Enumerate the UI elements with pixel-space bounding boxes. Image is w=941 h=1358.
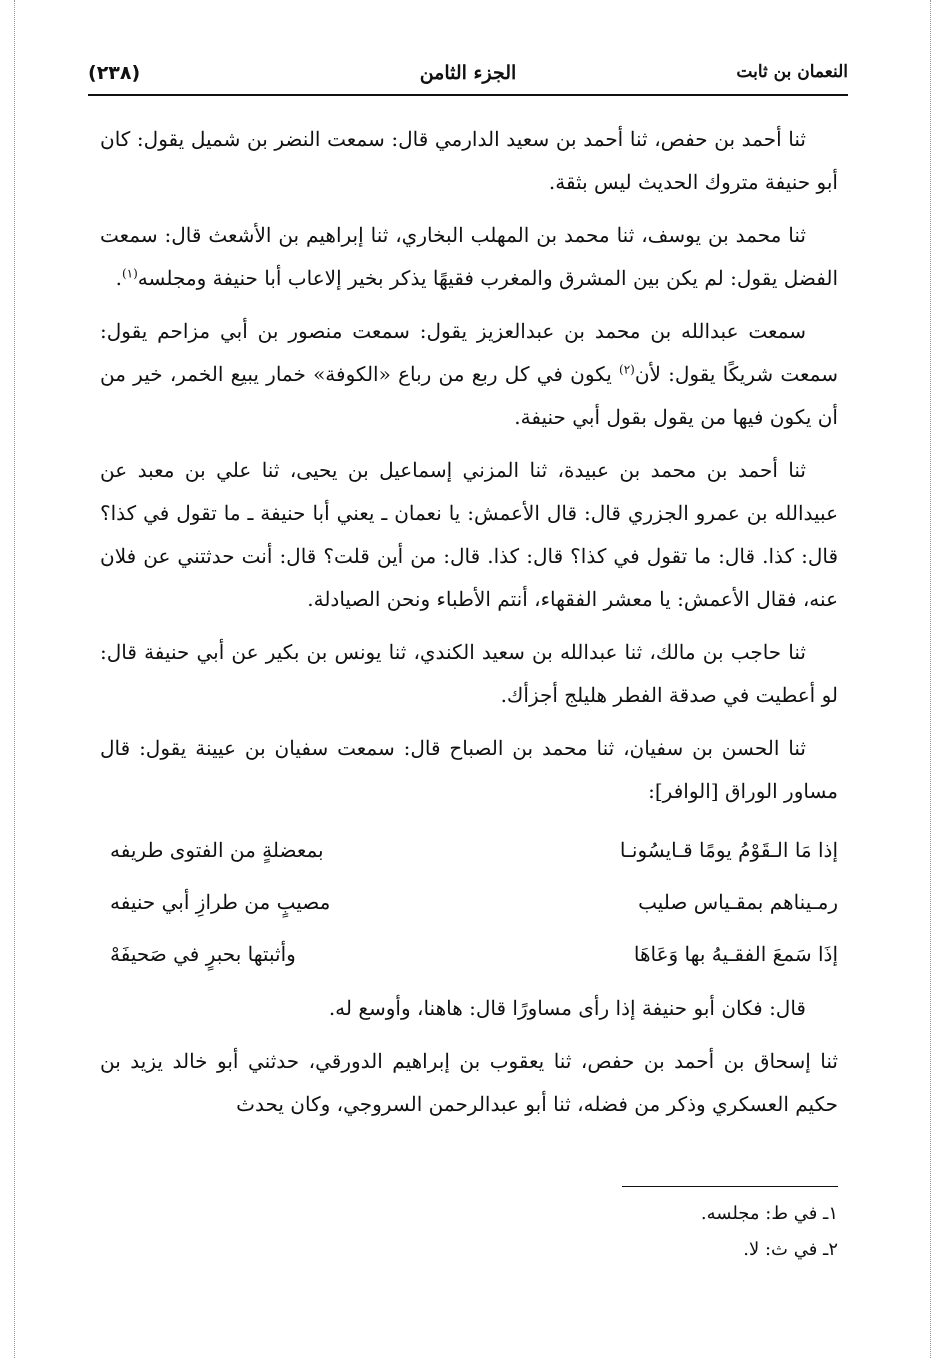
paragraph-1: ثنا أحمد بن حفص، ثنا أحمد بن سعيد الدارمي قال: سمعت النضر بن شميل يقول: كان أبو حنيفة متروك الحديث ليس بثقة. <box>100 127 838 194</box>
footnote-ref-1[interactable]: (١) <box>121 266 138 281</box>
paragraph-7: قال: فكان أبو حنيفة إذا رأى مساورًا قال: هاهنا، وأوسع له. <box>328 996 806 1020</box>
scan-edge-left <box>14 0 15 1358</box>
verse-line-1 <box>100 823 838 875</box>
footnote-1: ١ـ في ط: مجلسه. <box>700 1203 838 1224</box>
main-text <box>100 118 838 1136</box>
verse-line-3 <box>100 927 838 979</box>
header-volume: الجزء الثامن <box>419 62 517 84</box>
verse-first-hemistich: إذَا سَمعَ الفقـيهُ بها وَعَاهَا <box>633 942 838 966</box>
verse-second-hemistich: وأثبتها بحبرٍ في صَحيفَهْ <box>110 942 296 966</box>
footnote-rule <box>622 1186 838 1187</box>
verse-first-hemistich: إذا مَا الـقَوْمُ يومًا قـايسُونـا <box>619 838 838 862</box>
running-header <box>88 58 848 94</box>
footnote-2: ٢ـ في ث: لا. <box>743 1239 838 1260</box>
paragraph-8: ثنا إسحاق بن أحمد بن حفص، ثنا يعقوب بن إبراهيم الدورقي، حدثني أبو خالد يزيد بن حكيم العسكري وذكر من فضله، ثنا أبو عبدالرحمن السروجي، وكان يحدث <box>100 1049 838 1116</box>
footnotes <box>100 1196 838 1268</box>
paragraph-4: ثنا أحمد بن محمد بن عبيدة، ثنا المزني إسماعيل بن يحيى، ثنا علي بن معبد عن عبيدالله بن عمرو الجزري قال: قال الأعمش: يا نعمان ـ يعني أبا حنيفة ـ ما تقول في كذا؟ قال: كذا. قال: ما تقول في كذا؟ قال: كذا. قال: من أين قلت؟ قال: أنت حدثتني عن فلان عنه، فقال الأعمش: يا معشر الفقهاء، أنتم الأطباء ونحن الصيادلة. <box>100 458 839 611</box>
page-number: (٢٣٨) <box>88 62 141 84</box>
paragraph-3: سمعت عبدالله بن محمد بن عبدالعزيز يقول: سمعت منصور بن أبي مزاحم يقول: سمعت شريكًا يقول: لأن$^{(٢)}$ يكون في كل ربع من رباع «الكوفة» خمار يبيع الخمر، خير من أن يكون فيها من يقول بقول أبي حنيفة. <box>100 319 839 429</box>
paragraph-2: ثنا محمد بن يوسف، ثنا محمد بن المهلب البخاري، ثنا إبراهيم بن الأشعث قال: سمعت الفضل يقول: لم يكن بين المشرق والمغرب فقيهًا يذكر بخير إلاعاب أبا حنيفة ومجلسه$^{(١)}$. <box>100 223 838 290</box>
footnote-ref-2[interactable]: (٢) <box>619 362 635 377</box>
verse-first-hemistich: رمـيناهم بمقـياس صليب <box>638 890 838 914</box>
verse-second-hemistich: مصيبٍ من طرازِ أبي حنيفه <box>110 890 331 914</box>
paragraph-5: ثنا حاجب بن مالك، ثنا عبدالله بن سعيد الكندي، ثنا يونس بن بكير عن أبي حنيفة قال: لو أعطيت في صدقة الفطر هليلج أجزأك. <box>100 640 838 707</box>
verse-second-hemistich: بمعضلةٍ من الفتوى طريفه <box>110 838 324 862</box>
scan-edge-right <box>930 0 931 1358</box>
header-rule <box>88 94 848 96</box>
header-subject: النعمان بن ثابت <box>736 62 848 82</box>
paragraph-6: ثنا الحسن بن سفيان، ثنا محمد بن الصباح قال: سمعت سفيان بن عيينة يقول: قال مساور الوراق [الوافر]: <box>100 736 838 803</box>
verse-line-2 <box>100 875 838 927</box>
